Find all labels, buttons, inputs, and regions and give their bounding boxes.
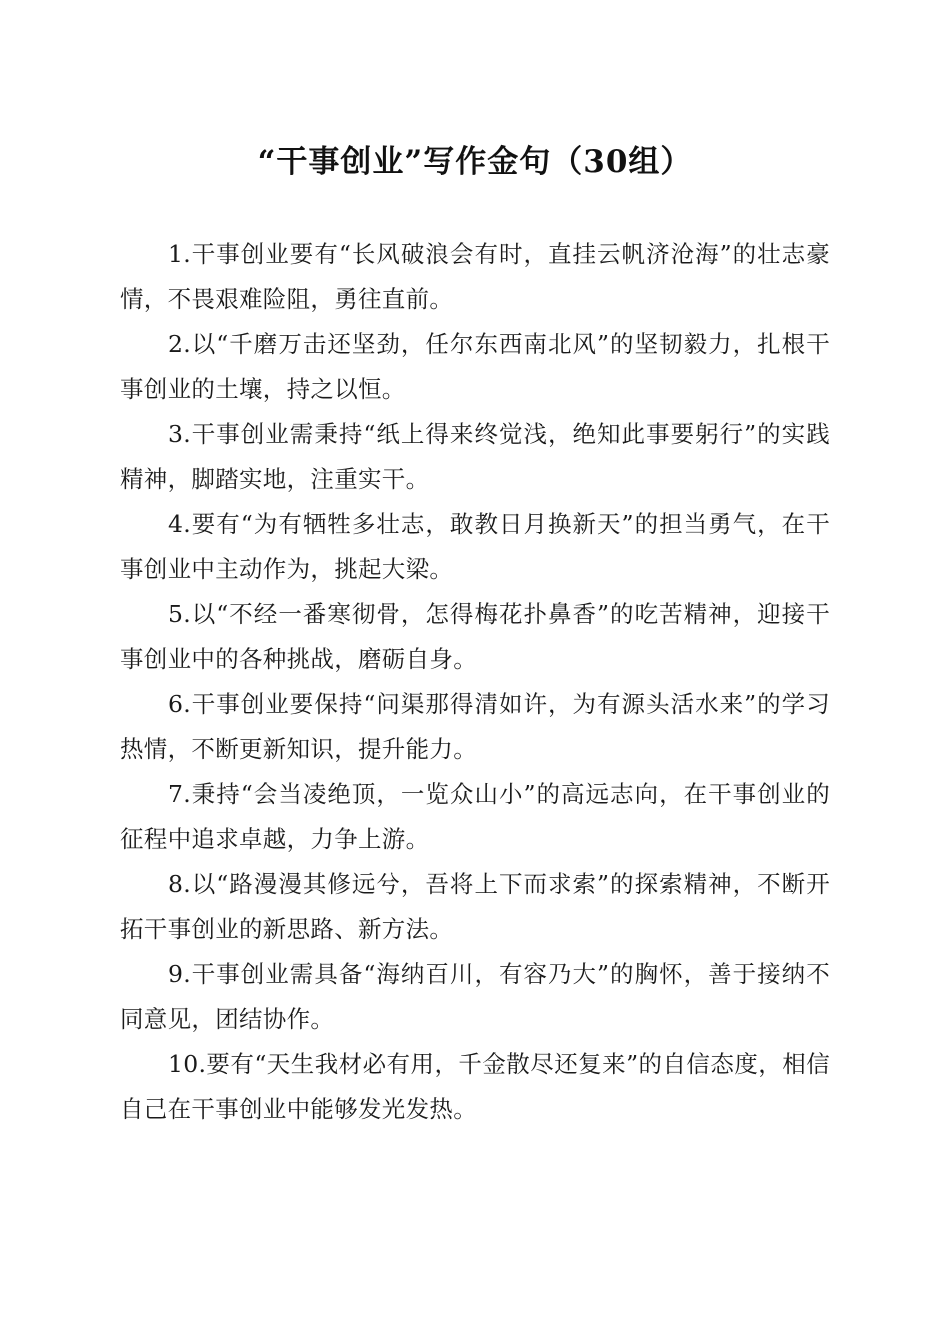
paragraph-3: 3.干事创业需秉持“纸上得来终觉浅，绝知此事要躬行”的实践精神，脚踏实地，注重实干。 bbox=[120, 420, 830, 493]
paragraph-8: 8.以“路漫漫其修远兮，吾将上下而求索”的探索精神，不断开拓干事创业的新思路、新方法。 bbox=[120, 870, 830, 943]
paragraph-2: 2.以“千磨万击还坚劲，任尔东西南北风”的坚韧毅力，扎根干事创业的土壤，持之以恒。 bbox=[120, 330, 830, 403]
paragraph-6: 6.干事创业要保持“问渠那得清如许，为有源头活水来”的学习热情，不断更新知识，提升能力。 bbox=[120, 690, 830, 763]
paragraph-9: 9.干事创业需具备“海纳百川，有容乃大”的胸怀，善于接纳不同意见，团结协作。 bbox=[120, 960, 830, 1033]
paragraph-10: 10.要有“天生我材必有用，千金散尽还复来”的自信态度，相信自己在干事创业中能够发光发热。 bbox=[120, 1050, 830, 1123]
document-body bbox=[120, 232, 830, 1132]
paragraph-7: 7.秉持“会当凌绝顶，一览众山小”的高远志向，在干事创业的征程中追求卓越，力争上游。 bbox=[120, 780, 830, 853]
document-title: “干事创业”写作金句（30组） bbox=[257, 144, 693, 180]
paragraph-1: 1.干事创业要有“长风破浪会有时，直挂云帆济沧海”的壮志豪情，不畏艰难险阻，勇往直前。 bbox=[120, 240, 830, 313]
paragraph-4: 4.要有“为有牺牲多壮志，敢教日月换新天”的担当勇气，在干事创业中主动作为，挑起大梁。 bbox=[120, 510, 830, 583]
paragraph-5: 5.以“不经一番寒彻骨，怎得梅花扑鼻香”的吃苦精神，迎接干事创业中的各种挑战，磨砺自身。 bbox=[120, 600, 830, 673]
